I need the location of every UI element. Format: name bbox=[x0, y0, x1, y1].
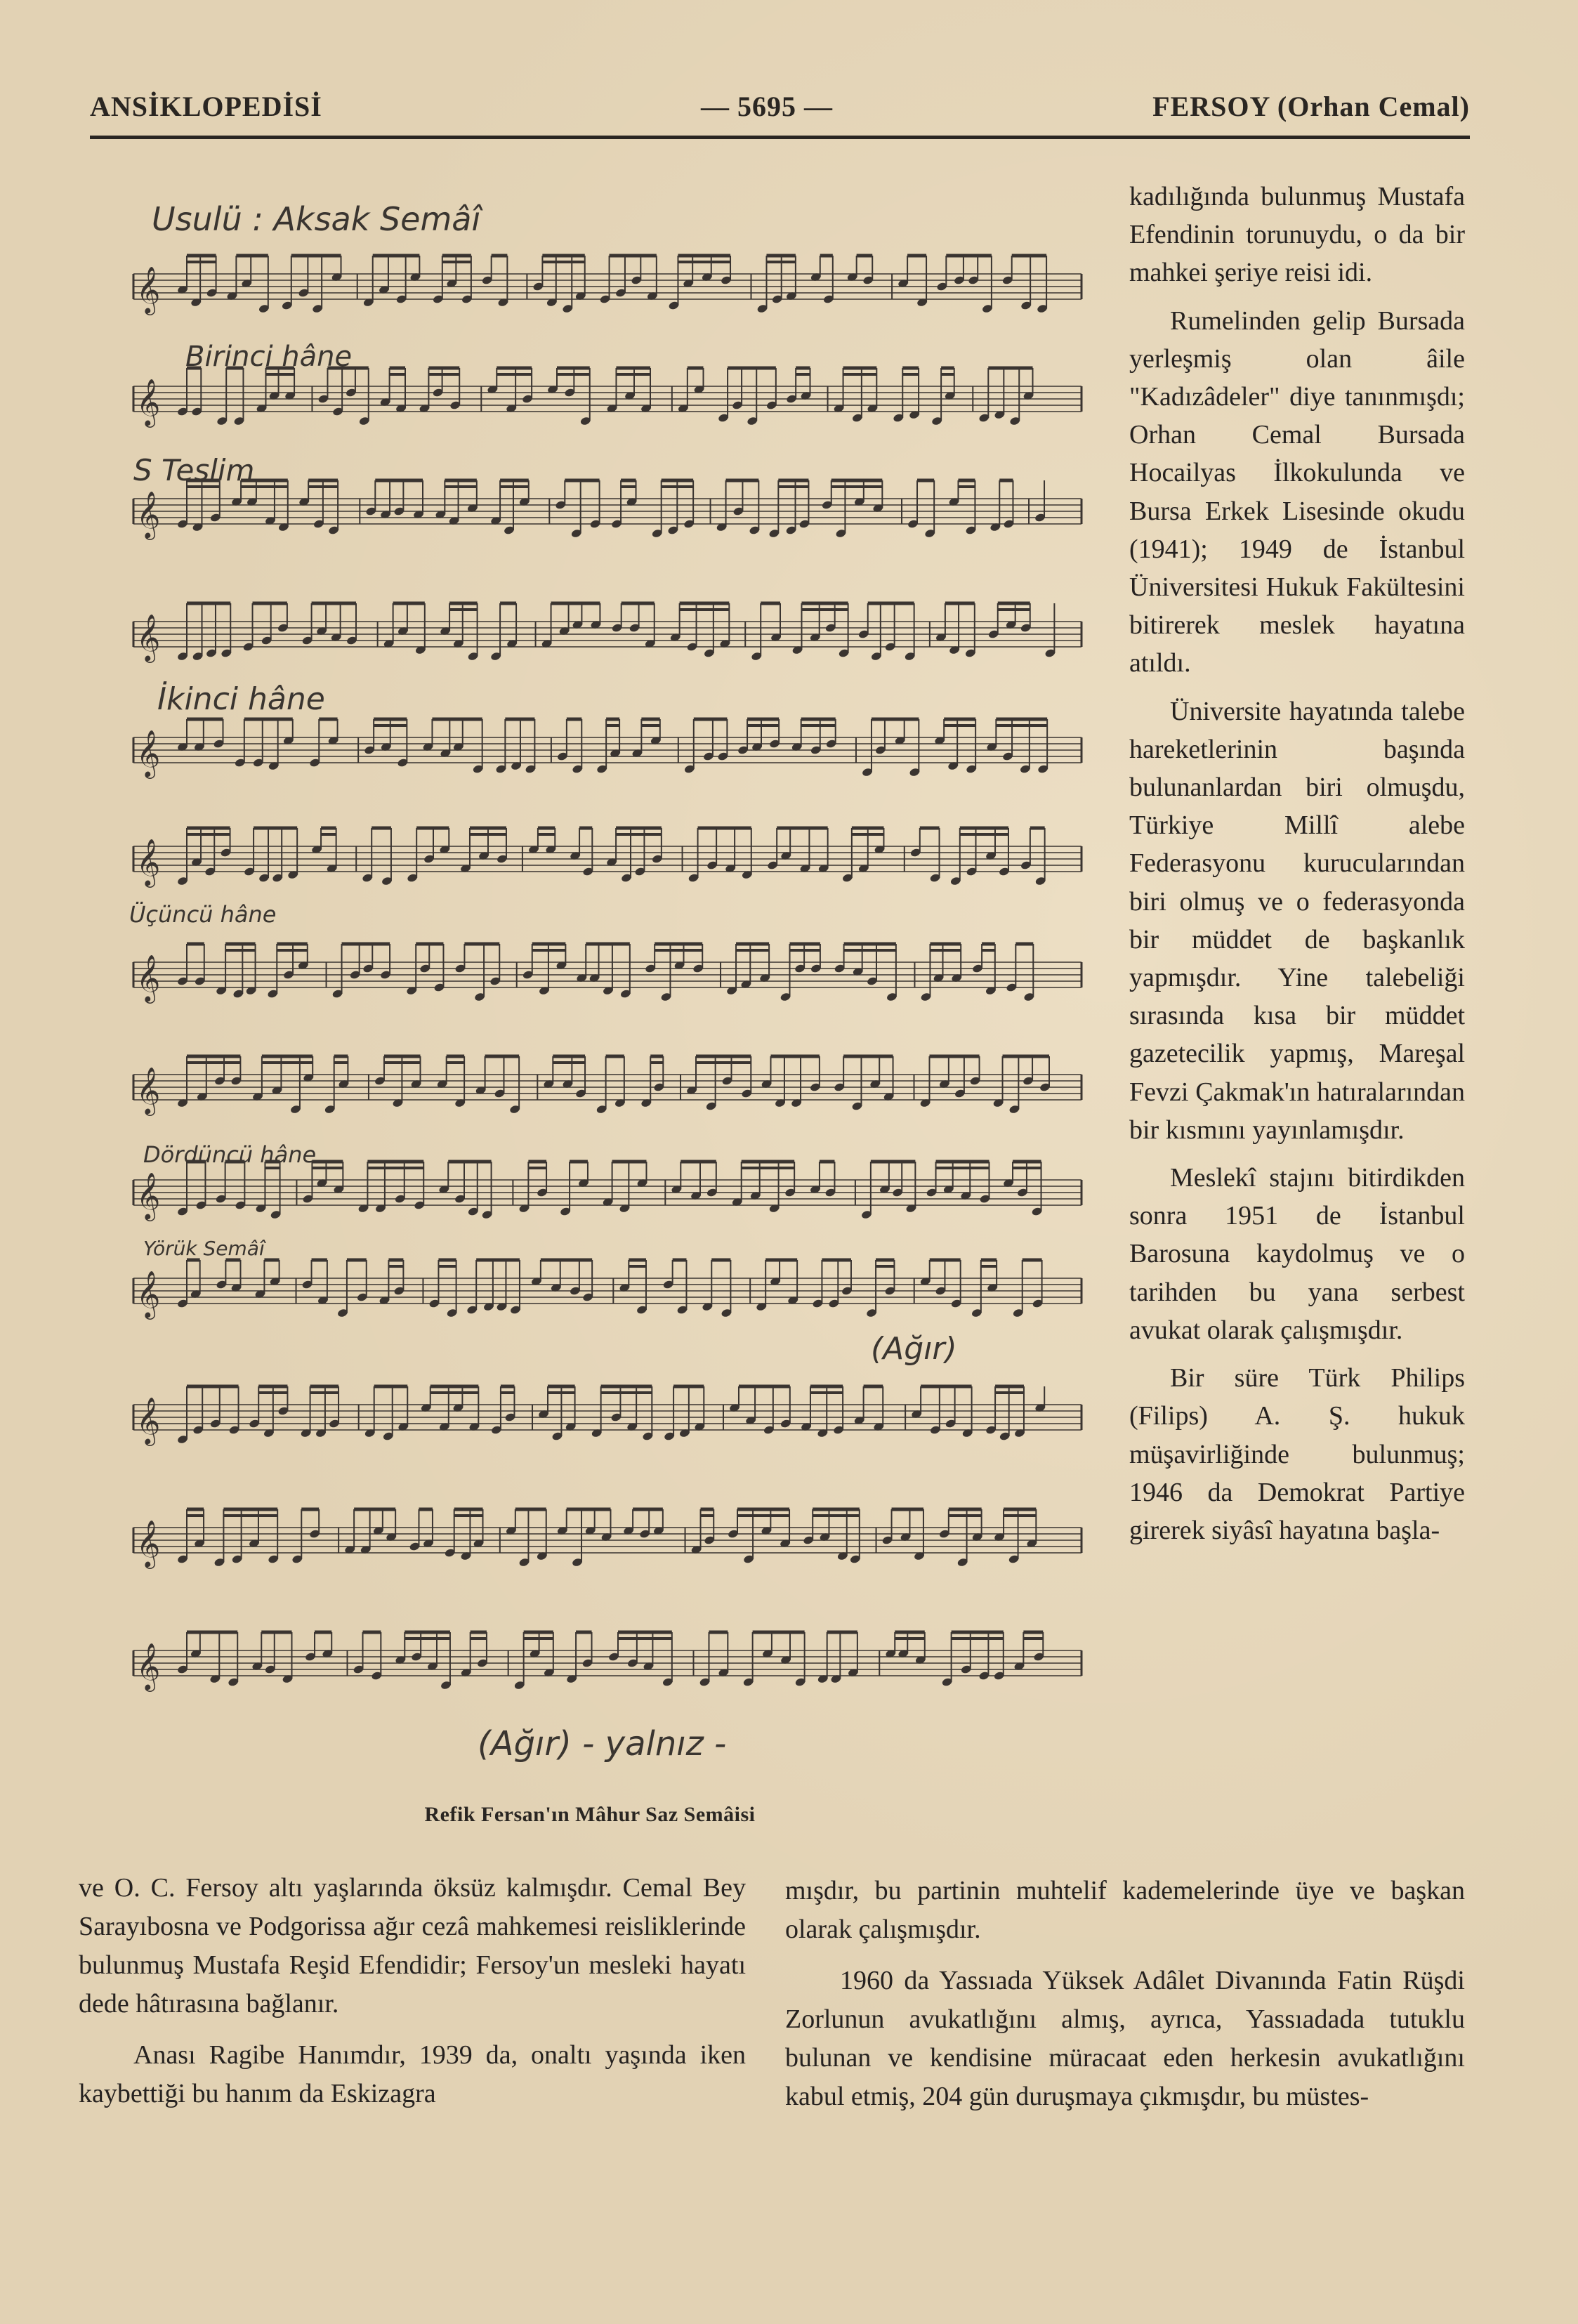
usul-label: Usulü : Aksak Semâî bbox=[152, 200, 481, 238]
treble-clef: 𝄞 bbox=[136, 490, 161, 538]
page-header bbox=[90, 90, 1470, 135]
treble-clef: 𝄞 bbox=[136, 1171, 161, 1219]
right-paragraph: Meslekî stajını bitirdikden sonra 1951 de İstanbul Barosuna kaydolmuş ve o tarihden bu yana serbest avukat olarak çalışmışdır. bbox=[1129, 1163, 1465, 1345]
left-paragraph: Anası Ragibe Hanımdır, 1939 da, onaltı yaşında iken kaybettiği bu hanım da Eskizagra bbox=[79, 2040, 746, 2108]
right-paragraph: Rumelinden gelip Bursada yerleşmiş olan âile "Kadızâdeler" diye tanınmışdı; Orhan Cemal Bursada Hocailyas İlkokulunda ve Bursa Erkek Lisesinde okudu (1941); 1949 de İstanbul Üniversitesi Hukuk Fakültesini bitirerek meslek hayatına atıldı. bbox=[1129, 306, 1465, 678]
treble-clef: 𝄞 bbox=[136, 1066, 161, 1114]
bottom-left-column bbox=[79, 1869, 746, 2126]
header-rule bbox=[90, 136, 1470, 139]
left-paragraph: ve O. C. Fersoy altı yaşlarında öksüz kalmışdır. Cemal Bey Sarayıbosna ve Podgorissa ağır cezâ mahkemesi reisliklerinde bulunmuş Mustafa Reşid Efendidir; Fersoy'un mesleki hayatı dede hâtırasına bağlanır. bbox=[79, 1873, 746, 2018]
agir-yalniz-label: (Ağır) - yalnız - bbox=[478, 1724, 727, 1764]
treble-clef: 𝄞 bbox=[136, 613, 161, 661]
treble-clef: 𝄞 bbox=[136, 265, 161, 313]
right-paragraph: kadılığında bulunmuş Mustafa Efendinin torunuydu, o da bir mahkei şeriye reisi idi. bbox=[1129, 182, 1465, 288]
yuruk-semai-label: Yörük Semâî bbox=[143, 1237, 265, 1260]
right-paragraph: Bir süre Türk Philips (Filips) A. Ş. hukuk müşavirliğinde bulunmuş; 1946 da Demokrat Partiye girerek siyâsî hayatına başla- bbox=[1129, 1363, 1465, 1545]
music-score-figure bbox=[112, 172, 1096, 1808]
score-staves bbox=[112, 172, 1096, 1801]
ikinci-hane-label: İkinci hâne bbox=[157, 681, 325, 717]
page-number: — 5695 — bbox=[701, 91, 833, 122]
header-left: ANSİKLOPEDİSİ bbox=[90, 91, 322, 122]
treble-clef: 𝄞 bbox=[136, 954, 161, 1002]
birinci-hane-label: Birinci hâne bbox=[185, 341, 353, 373]
right-bottom-paragraph: 1960 da Yassıada Yüksek Adâlet Divanında Fatin Rüşdi Zorlunun avukatlığını almış, ayrıca, Yassıadada tutuklu bulunan ve kendisine müracaat eden herkesin avukatlığını kabul etmiş, 204 gün duruşmaya çıkmışdır, bu müstes- bbox=[785, 1966, 1465, 2111]
right-paragraph: Üniversite hayatında talebe hareketlerinin başında bulunanlardan biri olmuşdu, Türkiye Millî alebe Federasyonu kurucularından biri olmuş ve o federasyonda bir müddet de başkanlık yapmışdır. Yine talebeliği sırasında kısa bir müddet gazetecilik yapmış, Mareşal Fevzi Çakmak'ın hatıralarından bir kısmını yayınlamışdır. bbox=[1129, 696, 1465, 1145]
dorduncu-hane-label: Dördüncü hâne bbox=[143, 1141, 317, 1168]
header-right: FERSOY (Orhan Cemal) bbox=[1152, 91, 1470, 122]
treble-clef: 𝄞 bbox=[136, 1270, 161, 1318]
treble-clef: 𝄞 bbox=[136, 378, 161, 426]
ucuncu-hane-label: Üçüncü hâne bbox=[129, 901, 277, 928]
right-column bbox=[1129, 178, 1465, 1559]
treble-clef: 𝄞 bbox=[136, 1519, 161, 1567]
treble-clef: 𝄞 bbox=[136, 1396, 161, 1444]
bottom-right-column bbox=[785, 1872, 1465, 2129]
treble-clef: 𝄞 bbox=[136, 838, 161, 886]
treble-clef: 𝄞 bbox=[136, 1642, 161, 1690]
agir-label: (Ağır) bbox=[871, 1331, 957, 1367]
treble-clef: 𝄞 bbox=[136, 729, 161, 777]
figure-caption: Refik Fersan'ın Mâhur Saz Semâisi bbox=[424, 1803, 756, 1826]
teslim-label: S Teslim bbox=[133, 453, 255, 487]
right-bottom-paragraph: mışdır, bu partinin muhtelif kademelerinde üye ve başkan olarak çalışmışdır. bbox=[785, 1876, 1465, 1944]
